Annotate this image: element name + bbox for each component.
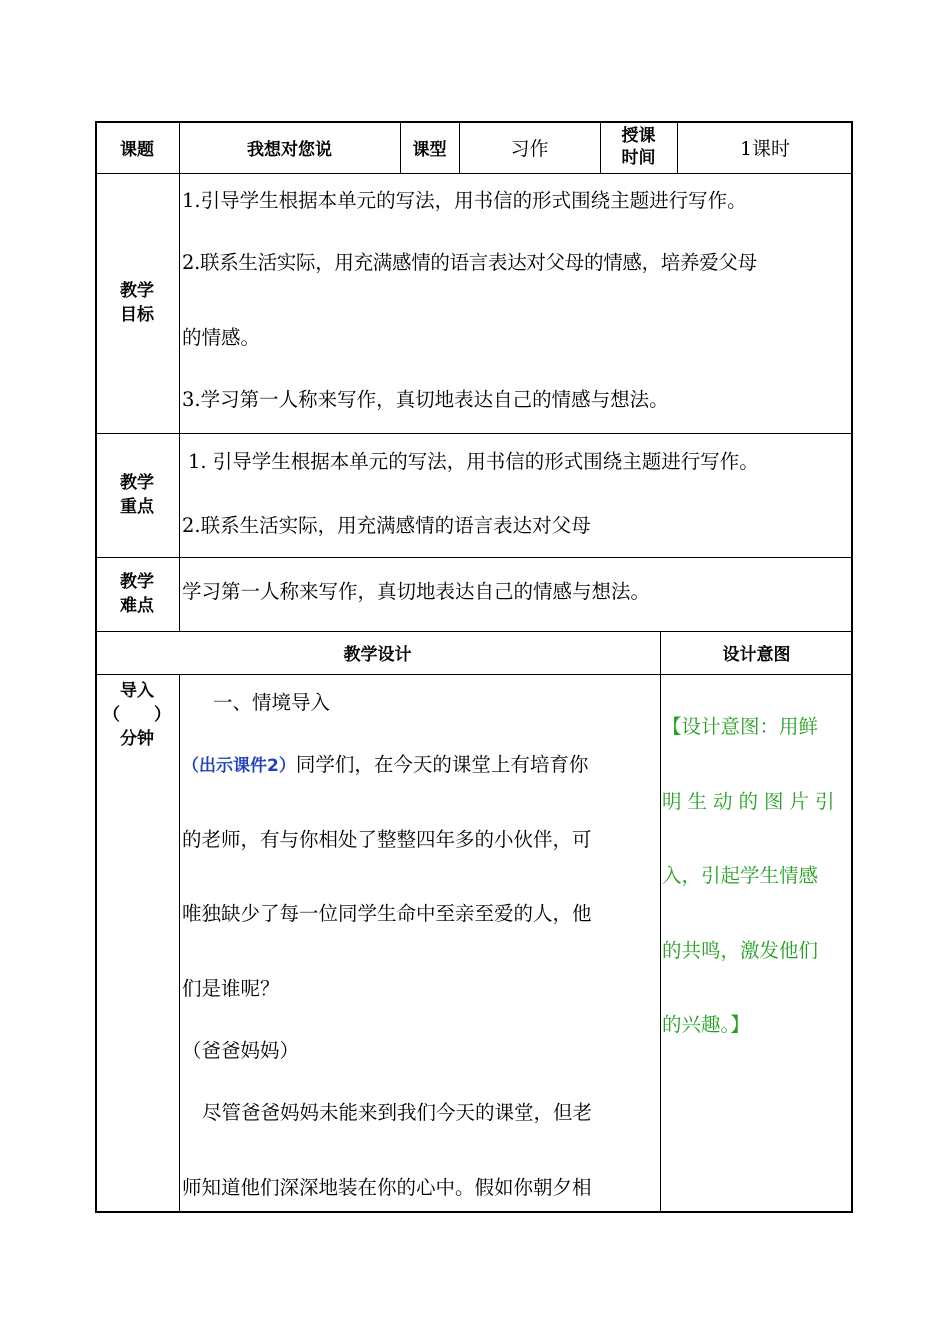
intro-paragraph-line: 师知道他们深深地装在你的心中。假如你朝夕相 xyxy=(182,1176,592,1199)
intro-label xyxy=(95,679,179,751)
key-point-line: 1. 引导学生根据本单元的写法，用书信的形式围绕主题进行写作。 xyxy=(188,450,759,473)
intent-line: 明生动的图片引 xyxy=(662,790,841,813)
row-divider xyxy=(95,557,853,558)
objective-line: 1.引导学生根据本单元的写法，用书信的形式围绕主题进行写作。 xyxy=(182,189,747,212)
time-label-line1: 授课 xyxy=(621,126,656,146)
key-points-label xyxy=(95,433,179,557)
difficulties-label xyxy=(95,557,179,631)
objective-line: 2.联系生活实际，用充满感情的语言表达对父母的情感，培养爱父母 xyxy=(182,251,757,274)
objective-line: 3.学习第一人称来写作，真切地表达自己的情感与想法。 xyxy=(182,388,669,411)
intent-line: 【设计意图：用鲜 xyxy=(662,715,819,738)
objective-line: 的情感。 xyxy=(182,326,261,349)
intro-paragraph-line: 们是谁呢？ xyxy=(182,977,280,1000)
column-divider xyxy=(179,121,180,631)
lesson-plan-table xyxy=(95,121,853,1213)
intro-label-line3: 分钟 xyxy=(120,729,154,749)
type-label: 课型 xyxy=(412,139,447,160)
intro-paragraph-line xyxy=(182,751,588,780)
intent-line: 的共鸣，激发他们 xyxy=(662,939,819,962)
objectives-label-line1: 教学 xyxy=(120,281,154,301)
row-divider xyxy=(95,173,853,174)
intro-heading: 一、情境导入 xyxy=(213,691,331,714)
key-point-line: 2.联系生活实际，用充满感情的语言表达对父母 xyxy=(182,514,591,537)
topic-value: 我想对您说 xyxy=(247,139,332,160)
topic-label: 课题 xyxy=(120,139,154,160)
courseware-marker: （出示课件2） xyxy=(182,756,296,776)
intro-label-line1: 导入 xyxy=(120,681,154,701)
intro-paragraph-line: 尽管爸爸妈妈未能来到我们今天的课堂，但老 xyxy=(202,1101,593,1124)
row-divider xyxy=(95,433,853,434)
intro-label-line2: （ ） xyxy=(103,705,171,725)
row-divider xyxy=(95,674,853,675)
key-points-label-line2: 重点 xyxy=(120,497,154,517)
difficulties-label-line1: 教学 xyxy=(120,572,154,592)
table-border-bottom xyxy=(95,1211,853,1213)
time-value: 1课时 xyxy=(739,137,791,160)
intro-text: 同学们，在今天的课堂上有培育你 xyxy=(295,753,589,776)
objectives-label-line2: 目标 xyxy=(120,305,154,325)
design-header: 教学设计 xyxy=(343,645,412,665)
objectives-label xyxy=(95,173,179,433)
time-label xyxy=(600,121,677,173)
intent-line: 入，引起学生情感 xyxy=(662,864,819,887)
column-divider xyxy=(660,631,661,1213)
difficulty-line: 学习第一人称来写作，真切地表达自己的情感与想法。 xyxy=(182,580,651,603)
time-label-line2: 时间 xyxy=(621,148,656,168)
type-value: 习作 xyxy=(510,137,549,160)
column-divider xyxy=(179,674,180,1213)
key-points-label-line1: 教学 xyxy=(120,473,154,493)
intro-answer: （爸爸妈妈） xyxy=(182,1039,300,1062)
intro-paragraph-line: 的老师，有与你相处了整整四年多的小伙伴，可 xyxy=(182,828,592,851)
difficulties-label-line2: 难点 xyxy=(120,596,154,616)
intent-line: 的兴趣。】 xyxy=(662,1013,750,1036)
intro-paragraph-line: 唯独缺少了每一位同学生命中至亲至爱的人，他 xyxy=(182,902,592,925)
intent-header: 设计意图 xyxy=(722,645,791,665)
